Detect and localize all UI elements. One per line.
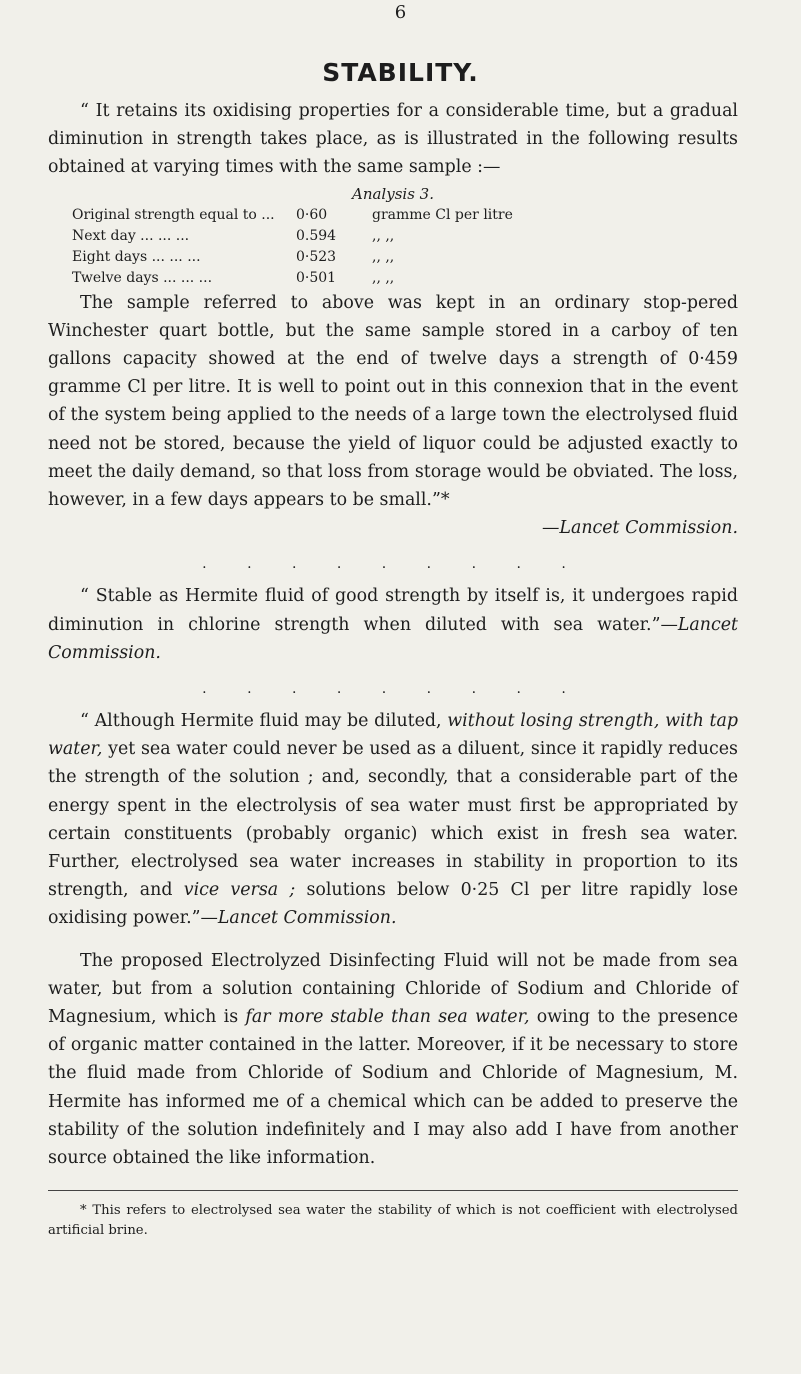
ellipsis-separator: . . . . . . . . .: [202, 681, 584, 698]
table-row: [72, 247, 513, 268]
emphasis-text: far more stable than sea water,: [245, 1007, 530, 1028]
body-text: [48, 97, 738, 1241]
row-value: 0·60: [296, 206, 328, 223]
analysis-title: Analysis 3.: [352, 184, 434, 203]
row-unit: ,, ,,: [372, 248, 395, 265]
attribution-lancet: Lancet Commission.: [217, 908, 397, 929]
emphasis-text: without losing strength, with tap water,: [48, 711, 738, 760]
row-value: 0·501: [296, 269, 337, 286]
emphasis-text: vice versa ;: [183, 880, 296, 901]
row-label: Original strength equal to ...: [72, 206, 275, 223]
paragraph-hermite-diluted: [48, 707, 738, 933]
text-run: The proposed Electrolyzed Disinfecting Fluid will not be made from sea water, but from a solution containing Chloride of Sodium and Chloride of Magnesium, which is: [48, 950, 738, 1028]
row-value: 0·523: [296, 248, 337, 265]
table-row: [72, 205, 513, 226]
text-run: owing to the presence of organic matter contained in the latter. Moreover, if it be necessary to store the fluid made from Chloride of Sodium and Chloride of Magnesium, M. Hermite has informed me of a chemical which can be added to preserve the stability of the solution indefinitely and I may also add I have from another source obtained the like information.: [48, 1007, 738, 1169]
text-run: solutions below 0·25 Cl per litre rapidly lose oxidising power.”—: [48, 880, 738, 929]
ellipsis-separator: . . . . . . . . .: [202, 556, 584, 573]
row-unit: ,, ,,: [372, 227, 395, 244]
row-label: Next day ... ... ...: [72, 227, 190, 244]
text-run: yet sea water could never be used as a diluent, since it rapidly reduces the strength of the solution ; and, secondly, that a considerable part of the energy spent in the electrolysis of sea water must first be appropriated by certain constituents (probably organic) which exist in fresh sea water. Further, electrolysed sea water increases in stability in proportion to its strength, and: [48, 739, 738, 901]
row-unit: gramme Cl per litre: [372, 206, 513, 223]
paragraph-proposed-fluid: [48, 947, 738, 1173]
row-unit: ,, ,,: [372, 269, 395, 286]
page-number: 6: [394, 2, 407, 23]
row-label: Eight days ... ... ...: [72, 248, 201, 265]
row-value: 0.594: [296, 227, 337, 244]
attribution-lancet: Lancet Commission.: [48, 614, 738, 663]
table-row: [72, 268, 513, 289]
table-row: [72, 226, 513, 247]
attribution-lancet: —Lancet Commission.: [542, 518, 738, 539]
section-heading: STABILITY.: [322, 58, 479, 87]
paragraph-hermite-stable: [48, 582, 738, 667]
text-run: “ Although Hermite fluid may be diluted,: [80, 711, 448, 732]
intro-paragraph: “ It retains its oxidising properties for a considerable time, but a gradual diminution in strength takes place, as is illustrated in the following results obtained at varying times with the same sample :—: [48, 101, 738, 178]
paragraph-text: “ Stable as Hermite fluid of good strength by itself is, it undergoes rapid diminution in chlorine strength when diluted with sea water.”—: [48, 586, 738, 635]
footnote: * This refers to electrolysed sea water the stability of which is not coefficient with electrolysed artificial brine.: [48, 1203, 738, 1239]
row-label: Twelve days ... ... ...: [72, 269, 213, 286]
paragraph-storage: The sample referred to above was kept in an ordinary stop-pered Winchester quart bottle, but the same sample stored in a carboy of ten gallons capacity showed at the end of twelve days a strength of 0·459 gramme Cl per litre. It is well to point out in this connexion that in the event of the system being applied to the needs of a large town the electrolysed fluid need not be stored, because the yield of liquor could be adjusted exactly to meet the daily demand, so that loss from storage would be obviated. The loss, however, in a few days appears to be small.”*: [48, 292, 738, 511]
analysis-table: [72, 205, 513, 289]
footnote-divider: [48, 1190, 738, 1191]
